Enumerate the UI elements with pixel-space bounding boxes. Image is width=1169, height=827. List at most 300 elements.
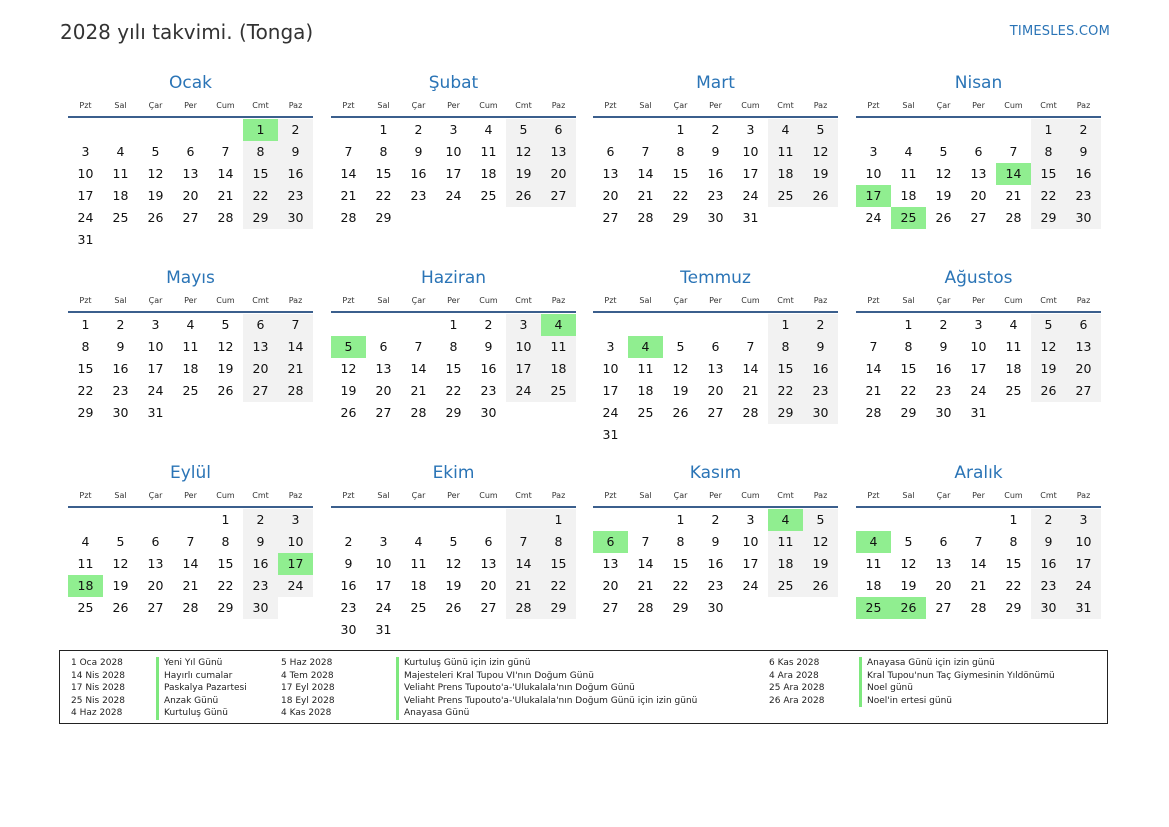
day-cell: 14 [340, 166, 357, 181]
day-cell: 6 [606, 144, 615, 159]
weekday-label: Cmt [777, 296, 794, 305]
empty-cell [401, 314, 436, 336]
day-cell: 23 [803, 380, 838, 402]
month-block [593, 462, 838, 619]
weekday-label: Paz [1076, 296, 1091, 305]
empty-cell [471, 619, 506, 641]
empty-cell [173, 509, 208, 531]
day-cell: 8 [243, 141, 278, 163]
empty-cell [1066, 402, 1101, 424]
day-cell: 23 [1066, 185, 1101, 207]
day-cell: 2 [803, 314, 838, 336]
empty-cell [733, 314, 768, 336]
month-block [331, 462, 576, 641]
empty-cell [663, 424, 698, 446]
weekday-label: Çar [411, 101, 426, 110]
day-cell: 11 [112, 166, 129, 181]
weekday-label: Per [184, 296, 197, 305]
day-cell: 9 [1031, 531, 1066, 553]
day-cell: 18 [637, 383, 654, 398]
day-cell: 23 [340, 600, 357, 615]
weekday-label: Per [972, 101, 985, 110]
day-cell: 31 [742, 210, 759, 225]
weekday-label: Cmt [515, 491, 532, 500]
day-cell: 2 [1066, 119, 1101, 141]
holiday-name: Noel'in ertesi günü [859, 695, 1055, 708]
day-cell: 18 [541, 358, 576, 380]
day-cell: 20 [970, 188, 987, 203]
holiday-names-column [396, 657, 697, 720]
day-cell: 27 [541, 185, 576, 207]
day-cell: 13 [541, 141, 576, 163]
day-cell: 27 [970, 210, 987, 225]
weekday-label: Pzt [867, 101, 880, 110]
empty-cell [138, 509, 173, 531]
day-cell: 30 [935, 405, 952, 420]
day-cell: 22 [1031, 185, 1066, 207]
day-grid [331, 509, 576, 641]
empty-cell [663, 314, 698, 336]
day-cell: 13 [182, 166, 199, 181]
day-cell: 14 [182, 556, 199, 571]
day-cell: 30 [707, 210, 724, 225]
day-cell: 1 [81, 317, 90, 332]
day-cell: 4 [904, 144, 913, 159]
day-cell: 23 [935, 383, 952, 398]
weekday-label: Sal [902, 101, 915, 110]
empty-cell [68, 119, 103, 141]
day-cell: 10 [445, 144, 462, 159]
empty-cell [856, 314, 891, 336]
day-grid [593, 119, 838, 229]
day-cell: 27 [375, 405, 392, 420]
day-cell: 31 [375, 622, 392, 637]
empty-cell [506, 402, 541, 424]
day-cell: 8 [1009, 534, 1018, 549]
empty-cell [208, 402, 243, 424]
day-cell: 26 [935, 210, 952, 225]
day-cell: 14 [410, 361, 427, 376]
empty-cell [103, 119, 138, 141]
holiday-date: 4 Tem 2028 [281, 670, 334, 681]
day-cell: 20 [602, 188, 619, 203]
holiday-day-cell: 4 [856, 531, 891, 553]
empty-cell [331, 119, 366, 141]
day-cell: 3 [746, 122, 755, 137]
day-cell: 13 [375, 361, 392, 376]
day-cell: 4 [768, 119, 803, 141]
weekday-header [68, 291, 313, 313]
day-cell: 1 [541, 509, 576, 531]
day-cell: 21 [410, 383, 427, 398]
empty-cell [243, 229, 278, 251]
day-cell: 2 [344, 534, 353, 549]
day-cell: 15 [217, 556, 234, 571]
day-cell: 1 [221, 512, 230, 527]
weekday-label: Paz [813, 296, 828, 305]
day-cell: 24 [278, 575, 313, 597]
day-cell: 12 [445, 556, 462, 571]
weekday-label: Cmt [252, 491, 269, 500]
day-cell: 24 [602, 405, 619, 420]
day-cell: 23 [707, 188, 724, 203]
day-cell: 16 [243, 553, 278, 575]
day-cell: 28 [970, 600, 987, 615]
day-cell: 12 [672, 361, 689, 376]
day-cell: 17 [742, 166, 759, 181]
weekday-header [68, 96, 313, 118]
day-cell: 28 [637, 600, 654, 615]
day-cell: 20 [243, 358, 278, 380]
day-cell: 1 [904, 317, 913, 332]
day-cell: 19 [900, 578, 917, 593]
day-cell: 20 [182, 188, 199, 203]
day-cell: 1 [449, 317, 458, 332]
day-cell: 17 [602, 383, 619, 398]
weekday-label: Cmt [1040, 101, 1057, 110]
empty-cell [733, 424, 768, 446]
empty-cell [366, 509, 401, 531]
weekday-label: Paz [813, 491, 828, 500]
day-cell: 25 [768, 575, 803, 597]
empty-cell [961, 509, 996, 531]
weekday-label: Cum [216, 296, 235, 305]
month-name: Ekim [432, 463, 475, 483]
day-cell: 3 [449, 122, 458, 137]
day-cell: 14 [506, 553, 541, 575]
day-cell: 19 [506, 163, 541, 185]
day-cell: 15 [900, 361, 917, 376]
holiday-name: Veliaht Prens Tupouto'a-'Ulukalala'nın Doğum Günü için izin günü [396, 695, 697, 708]
day-cell: 30 [340, 622, 357, 637]
weekday-label: Cum [479, 491, 498, 500]
day-cell: 11 [865, 556, 882, 571]
holiday-name: Kurtuluş Günü için izin günü [396, 657, 697, 670]
day-cell: 15 [445, 361, 462, 376]
weekday-label: Cum [741, 491, 760, 500]
weekday-label: Sal [639, 296, 652, 305]
day-cell: 1 [1031, 119, 1066, 141]
weekday-label: Sal [377, 101, 390, 110]
weekday-label: Pzt [604, 101, 617, 110]
weekday-label: Paz [551, 101, 566, 110]
day-cell: 19 [803, 163, 838, 185]
day-cell: 23 [1031, 575, 1066, 597]
day-cell: 26 [506, 185, 541, 207]
empty-cell [506, 207, 541, 229]
day-cell: 18 [182, 361, 199, 376]
day-cell: 28 [410, 405, 427, 420]
day-cell: 19 [672, 383, 689, 398]
day-cell: 30 [112, 405, 129, 420]
empty-cell [541, 207, 576, 229]
day-cell: 6 [243, 314, 278, 336]
day-cell: 4 [484, 122, 493, 137]
empty-cell [996, 119, 1031, 141]
day-cell: 2 [414, 122, 423, 137]
day-cell: 24 [445, 188, 462, 203]
empty-cell [278, 597, 313, 619]
day-cell: 9 [711, 534, 720, 549]
holiday-day-cell: 25 [891, 207, 926, 229]
empty-cell [103, 509, 138, 531]
day-cell: 12 [935, 166, 952, 181]
weekday-header [856, 291, 1101, 313]
day-grid [593, 314, 838, 446]
day-cell: 1 [676, 122, 685, 137]
empty-cell [593, 314, 628, 336]
day-cell: 7 [506, 531, 541, 553]
day-cell: 20 [375, 383, 392, 398]
day-cell: 18 [768, 553, 803, 575]
empty-cell [208, 119, 243, 141]
day-cell: 25 [480, 188, 497, 203]
month-block [593, 72, 838, 229]
day-cell: 22 [672, 578, 689, 593]
day-cell: 2 [939, 317, 948, 332]
day-cell: 9 [711, 144, 720, 159]
day-cell: 18 [480, 166, 497, 181]
holiday-date: 25 Ara 2028 [769, 683, 825, 693]
weekday-label: Per [709, 491, 722, 500]
day-cell: 5 [939, 144, 948, 159]
day-cell: 22 [217, 578, 234, 593]
holiday-date: 5 Haz 2028 [281, 658, 333, 668]
day-cell: 25 [112, 210, 129, 225]
weekday-label: Pzt [342, 101, 355, 110]
day-cell: 6 [379, 339, 388, 354]
weekday-label: Cum [1004, 491, 1023, 500]
day-cell: 21 [182, 578, 199, 593]
day-cell: 20 [935, 578, 952, 593]
holiday-names-column [156, 657, 247, 720]
weekday-label: Pzt [79, 491, 92, 500]
day-cell: 7 [186, 534, 195, 549]
day-grid [68, 509, 313, 619]
weekday-label: Cmt [1040, 296, 1057, 305]
month-name: Temmuz [680, 268, 751, 288]
empty-cell [471, 207, 506, 229]
day-cell: 14 [742, 361, 759, 376]
day-cell: 15 [672, 556, 689, 571]
site-link[interactable]: TIMESLES.COM [1009, 24, 1110, 39]
day-cell: 17 [147, 361, 164, 376]
day-cell: 7 [1009, 144, 1018, 159]
day-cell: 11 [1005, 339, 1022, 354]
day-cell: 26 [147, 210, 164, 225]
month-name: Eylül [169, 463, 212, 483]
day-cell: 12 [340, 361, 357, 376]
holiday-dates-column [281, 657, 335, 720]
day-cell: 14 [217, 166, 234, 181]
weekday-label: Per [972, 296, 985, 305]
day-cell: 9 [803, 336, 838, 358]
day-cell: 16 [1031, 553, 1066, 575]
holiday-name: Yeni Yıl Günü [156, 657, 247, 670]
weekday-label: Cmt [777, 491, 794, 500]
day-cell: 24 [77, 210, 94, 225]
day-cell: 15 [672, 166, 689, 181]
day-cell: 17 [970, 361, 987, 376]
weekday-label: Cum [479, 296, 498, 305]
day-cell: 28 [217, 210, 234, 225]
day-cell: 17 [1066, 553, 1101, 575]
day-cell: 26 [340, 405, 357, 420]
empty-cell [856, 509, 891, 531]
day-cell: 13 [243, 336, 278, 358]
day-cell: 30 [1031, 597, 1066, 619]
empty-cell [278, 229, 313, 251]
day-cell: 29 [1005, 600, 1022, 615]
empty-cell [401, 207, 436, 229]
day-cell: 21 [637, 578, 654, 593]
day-cell: 13 [147, 556, 164, 571]
day-cell: 9 [484, 339, 493, 354]
weekday-header [593, 486, 838, 508]
empty-cell [366, 314, 401, 336]
day-cell: 25 [541, 380, 576, 402]
holiday-date: 4 Ara 2028 [769, 670, 819, 681]
weekday-label: Cum [741, 296, 760, 305]
day-cell: 22 [243, 185, 278, 207]
day-cell: 2 [484, 317, 493, 332]
day-cell: 22 [77, 383, 94, 398]
month-name: Aralık [954, 463, 1003, 483]
day-cell: 11 [480, 144, 497, 159]
day-cell: 28 [742, 405, 759, 420]
day-cell: 7 [641, 534, 650, 549]
day-cell: 23 [410, 188, 427, 203]
day-grid [68, 314, 313, 424]
day-cell: 5 [116, 534, 125, 549]
day-cell: 27 [602, 600, 619, 615]
weekday-label: Paz [813, 101, 828, 110]
holiday-day-cell: 26 [891, 597, 926, 619]
day-cell: 10 [742, 534, 759, 549]
day-cell: 24 [1066, 575, 1101, 597]
day-cell: 16 [480, 361, 497, 376]
day-cell: 29 [217, 600, 234, 615]
day-cell: 22 [768, 380, 803, 402]
day-cell: 9 [278, 141, 313, 163]
day-cell: 24 [506, 380, 541, 402]
day-cell: 23 [278, 185, 313, 207]
day-cell: 29 [900, 405, 917, 420]
empty-cell [698, 314, 733, 336]
weekday-label: Cum [216, 491, 235, 500]
day-cell: 3 [506, 314, 541, 336]
day-cell: 9 [243, 531, 278, 553]
weekday-header [593, 96, 838, 118]
day-cell: 24 [742, 578, 759, 593]
day-cell: 8 [904, 339, 913, 354]
day-cell: 27 [707, 405, 724, 420]
empty-cell [961, 119, 996, 141]
weekday-header [856, 486, 1101, 508]
day-cell: 9 [939, 339, 948, 354]
month-block [856, 462, 1101, 619]
day-cell: 12 [147, 166, 164, 181]
weekday-label: Çar [673, 491, 688, 500]
empty-cell [173, 119, 208, 141]
holiday-date: 4 Kas 2028 [281, 708, 332, 718]
weekday-label: Cum [216, 101, 235, 110]
empty-cell [68, 509, 103, 531]
day-cell: 22 [672, 188, 689, 203]
holiday-day-cell: 14 [996, 163, 1031, 185]
weekday-label: Sal [902, 296, 915, 305]
holiday-day-cell: 4 [628, 336, 663, 358]
empty-cell [768, 424, 803, 446]
holiday-name: Anzak Günü [156, 695, 247, 708]
day-cell: 11 [900, 166, 917, 181]
day-cell: 19 [147, 188, 164, 203]
day-cell: 21 [1005, 188, 1022, 203]
holiday-date: 14 Nis 2028 [71, 670, 125, 681]
weekday-label: Paz [1076, 491, 1091, 500]
weekday-label: Per [709, 101, 722, 110]
day-cell: 19 [445, 578, 462, 593]
day-cell: 4 [414, 534, 423, 549]
weekday-label: Cmt [1040, 491, 1057, 500]
day-cell: 16 [707, 556, 724, 571]
month-block [68, 72, 313, 251]
weekday-header [68, 486, 313, 508]
weekday-label: Çar [936, 296, 951, 305]
day-cell: 29 [768, 402, 803, 424]
day-cell: 16 [410, 166, 427, 181]
day-cell: 8 [449, 339, 458, 354]
empty-cell [698, 424, 733, 446]
day-cell: 25 [768, 185, 803, 207]
day-cell: 6 [484, 534, 493, 549]
day-cell: 5 [904, 534, 913, 549]
day-cell: 25 [182, 383, 199, 398]
day-cell: 8 [676, 534, 685, 549]
day-cell: 17 [77, 188, 94, 203]
empty-cell [278, 402, 313, 424]
day-cell: 18 [865, 578, 882, 593]
day-cell: 28 [637, 210, 654, 225]
weekday-label: Per [447, 101, 460, 110]
holiday-day-cell: 17 [278, 553, 313, 575]
day-cell: 30 [278, 207, 313, 229]
day-cell: 23 [480, 383, 497, 398]
day-cell: 11 [637, 361, 654, 376]
empty-cell [401, 509, 436, 531]
weekday-label: Paz [1076, 101, 1091, 110]
empty-cell [628, 424, 663, 446]
holiday-day-cell: 6 [593, 531, 628, 553]
day-cell: 3 [1066, 509, 1101, 531]
empty-cell [173, 229, 208, 251]
empty-cell [103, 229, 138, 251]
day-cell: 3 [81, 144, 90, 159]
holiday-name: Anayasa Günü [396, 707, 697, 720]
day-cell: 22 [541, 575, 576, 597]
holiday-name: Kurtuluş Günü [156, 707, 247, 720]
weekday-label: Pzt [342, 296, 355, 305]
day-cell: 31 [147, 405, 164, 420]
day-cell: 13 [935, 556, 952, 571]
weekday-label: Cum [1004, 101, 1023, 110]
holiday-day-cell: 18 [68, 575, 103, 597]
weekday-label: Pzt [604, 491, 617, 500]
day-cell: 11 [182, 339, 199, 354]
day-cell: 6 [1066, 314, 1101, 336]
day-cell: 28 [278, 380, 313, 402]
empty-cell [768, 597, 803, 619]
